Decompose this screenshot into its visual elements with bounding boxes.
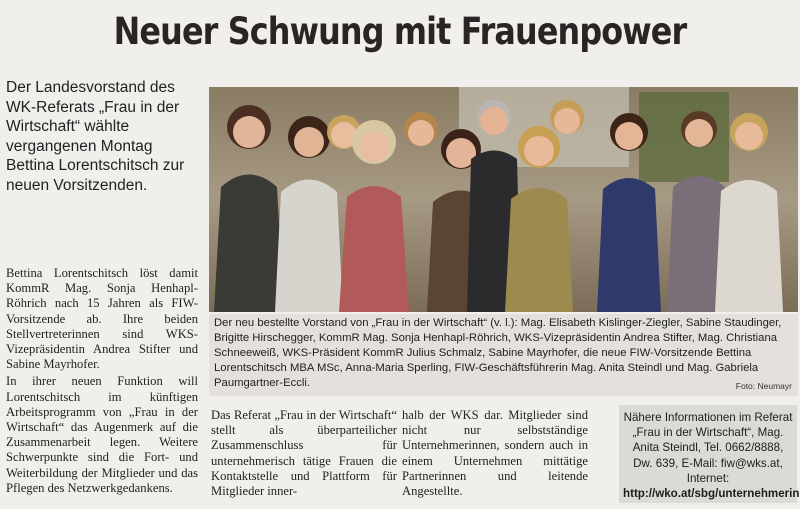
body-column-2 bbox=[211, 408, 397, 499]
body-column-1 bbox=[6, 266, 198, 496]
photo-caption-text: Der neu bestellte Vorstand von „Frau in der Wirtschaft“ (v. l.): Mag. Elisabeth Kislinger-Ziegler, Sabine Staudinger, Brigitte Hirschegger, KommR Mag. Sonja Henhapl-Röhrich, WKS-Vizepräsidentin Andrea Stifter, Mag. Christiana Schneeweiß, WKS-Präsident KommR Julius Schmalz, Sabine Mayrhofer, die neue FIW-Vorsitzende Bettina Lorentschitsch MBA MSc, Anna-Maria Sperling, FIW-Geschäftsführerin Mag. Anita Steindl und Mag. Gabriela Paumgartner-Eccli. bbox=[214, 317, 782, 389]
lead-paragraph: Der Landesvorstand des WK-Referats „Frau in der Wirtschaft“ wählte vergangenen Montag Bettina Lorentschitsch zur neuen Vorsitzenden. bbox=[6, 79, 185, 194]
person-figures bbox=[214, 100, 783, 312]
body-paragraph: halb der WKS dar. Mitglieder sind nicht nur selbstständige Unternehmerinnen, sondern auch in einem Unternehmen mittätige Partnerinnen und leitende Angestellte. bbox=[402, 408, 588, 499]
body-paragraph: Bettina Lorentschitsch löst damit KommR Mag. Sonja Henhapl-Röhrich nach 15 Jahren als FIW-Vorsitzende ab. Ihre beiden Stellvertreterinnen sind WKS-Vizepräsidentin Andrea Stifter und Sabine Mayrhofer. bbox=[6, 266, 198, 372]
photo-credit: Foto: Neumayr bbox=[735, 381, 792, 391]
info-box-text: Nähere Informationen im Referat „Frau in der Wirtschaft“, Mag. Anita Steindl, Tel. 0662/8888, Dw. 639, E-Mail: fiw@wks.at, Internet: bbox=[623, 411, 793, 485]
body-paragraph: In ihrer neuen Funktion will Lorentschitsch im künftigen Arbeitsprogramm von „Frau in der Wirtschaft“ das Augenmerk auf die Zusammenarbeit legen. Weitere Schwerpunkte sind die Fort- und Weiterbildung der Mitglieder und das Pflegen des Netzwerkgedankens. bbox=[6, 374, 198, 495]
body-column-3 bbox=[402, 408, 588, 499]
headline: Neuer Schwung mit Frauenpower bbox=[113, 10, 687, 53]
body-paragraph: Das Referat „Frau in der Wirtschaft“ stellt als überparteilicher Zusammenschluss für unternehmerisch tätige Frauen die Kontaktstelle und Plattform für Mitglieder inner- bbox=[211, 408, 397, 499]
photo-caption bbox=[209, 314, 798, 396]
info-box-link[interactable]: http://wko.at/sbg/unternehmerin bbox=[623, 487, 800, 501]
group-photo bbox=[209, 87, 798, 312]
info-box bbox=[619, 405, 800, 503]
